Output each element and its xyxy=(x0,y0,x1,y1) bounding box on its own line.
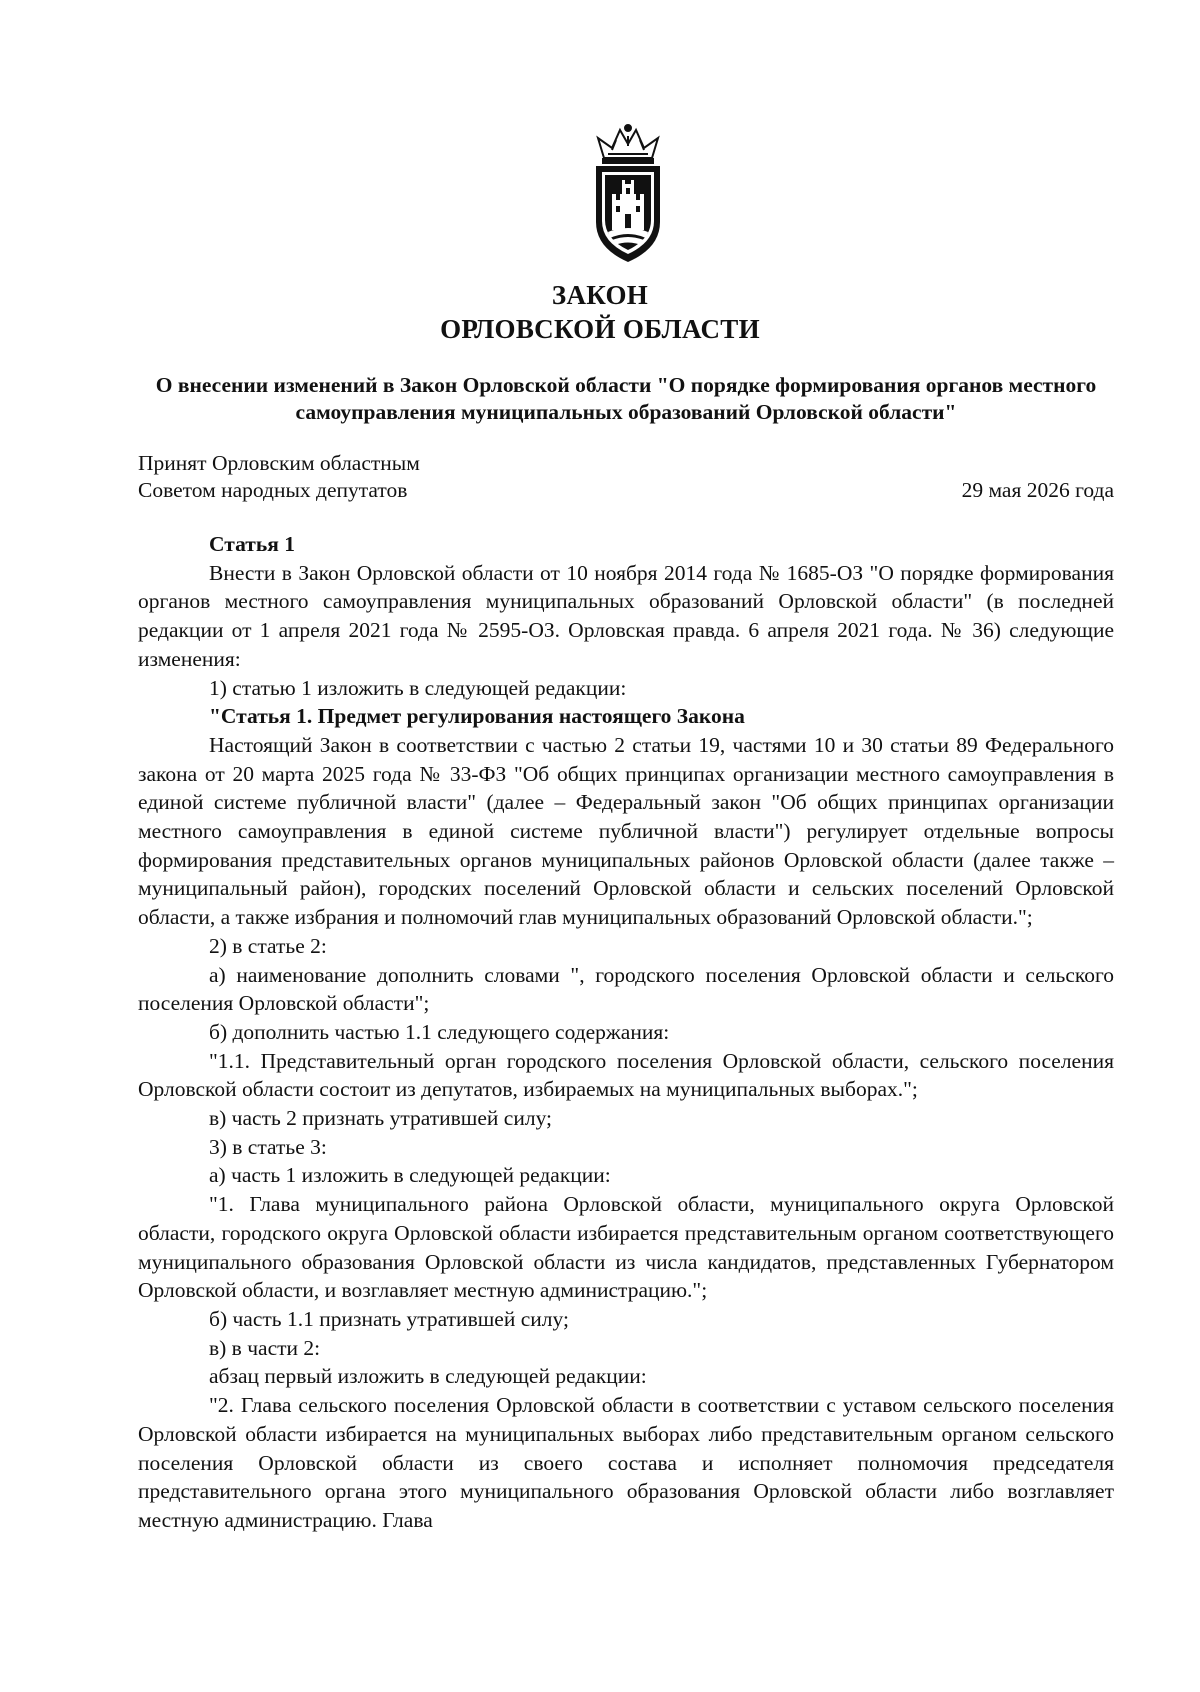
law-paragraph: а) часть 1 изложить в следующей редакции: xyxy=(209,1163,611,1188)
orel-coat-of-arms-icon xyxy=(578,124,678,264)
law-body xyxy=(138,530,1114,1535)
law-paragraph: абзац первый изложить в следующей редакции: xyxy=(209,1364,647,1389)
adoption-body xyxy=(138,450,420,504)
law-paragraph: 3) в статье 3: xyxy=(209,1134,327,1159)
law-subject: О внесении изменений в Закон Орловской области "О порядке формирования органов местного самоуправления муниципальных образований Орловской области" xyxy=(155,373,1097,424)
law-paragraph: а) наименование дополнить словами ", городского поселения Орловской области и сельского поселения Орловской области"; xyxy=(138,962,1114,1016)
law-paragraph: в) часть 2 признать утратившей силу; xyxy=(209,1106,553,1131)
adoption-line-1: Принят Орловским областным xyxy=(138,451,420,475)
law-paragraph: "2. Глава сельского поселения Орловской области в соответствии с уставом сельского поселения Орловской области избирается на муниципальных выборах либо представительным органом сельского поселения Орловской области из своего состава и исполняет полномочия председателя представительного органа этого муниципального образования Орловской области либо возглавляет местную администрацию. Глава xyxy=(138,1393,1114,1532)
article-heading: Статья 1 xyxy=(209,532,295,556)
law-paragraph: б) дополнить частью 1.1 следующего содержания: xyxy=(209,1019,670,1044)
law-paragraph: "1. Глава муниципального района Орловской области, муниципального округа Орловской области, городского округа Орловской области избирается представительным органом соответствующего муниципального образования Орловской области из числа кандидатов, представленных Губернатором Орловской области, и возглавляет местную администрацию."; xyxy=(138,1192,1114,1303)
adoption-date: 29 мая 2026 года xyxy=(961,478,1114,502)
law-paragraph: Внести в Закон Орловской области от 10 ноября 2014 года № 1685-ОЗ "О порядке формирования органов местного самоуправления муниципальных образований Орловской области" (в последней редакции от 1 апреля 2021 года № 2595-ОЗ. Орловская правда. 6 апреля 2021 года. № 36) следующие изменения: xyxy=(138,560,1114,671)
law-paragraph: б) часть 1.1 признать утратившей силу; xyxy=(209,1306,569,1331)
document-title: ЗАКОН xyxy=(551,280,649,310)
law-paragraph: 2) в статье 2: xyxy=(209,933,327,958)
adoption-line-2: Советом народных депутатов xyxy=(138,478,408,502)
law-paragraph: 1) статью 1 изложить в следующей редакции: xyxy=(209,675,627,700)
law-paragraph: Настоящий Закон в соответствии с частью 2 статьи 19, частями 10 и 30 статьи 89 Федерального закона от 20 марта 2025 года № 33-ФЗ "Об общих принципах организации местного самоуправления в единой системе публичной власти" (далее – Федеральный закон "Об общих принципах организации местного самоуправления в единой системе публичной власти") регулирует отдельные вопросы формирования представительных органов муниципальных районов Орловской области (далее также – муниципальный район), городских поселений Орловской области и сельских поселений Орловской области, а также избрания и полномочий глав муниципальных образований Орловской области."; xyxy=(138,732,1114,930)
law-paragraph: в) в части 2: xyxy=(209,1335,321,1360)
document-region-title: ОРЛОВСКОЙ ОБЛАСТИ xyxy=(440,314,760,344)
law-paragraph: "1.1. Представительный орган городского поселения Орловской области, сельского поселения Орловской области состоит из депутатов, избираемых на муниципальных выборах."; xyxy=(138,1048,1114,1102)
article-heading: "Статья 1. Предмет регулирования настоящего Закона xyxy=(209,704,745,729)
